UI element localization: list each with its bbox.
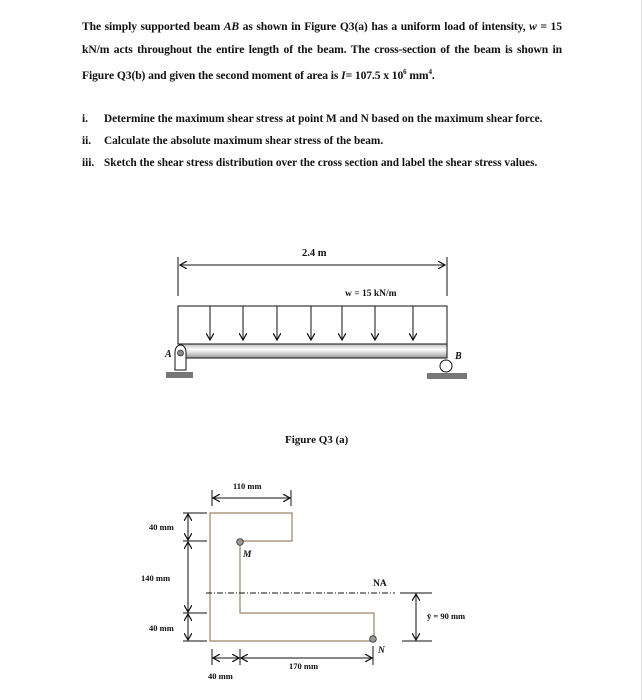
text: and given the second moment of area is	[148, 68, 339, 82]
distributed-load	[178, 306, 447, 344]
task-number: i.	[82, 113, 88, 125]
point-n-label: N	[378, 646, 385, 656]
figure-a-beam	[164, 248, 467, 446]
section-outline	[210, 513, 374, 641]
beam-label: AB	[223, 20, 240, 33]
figure-b-reference: Figure Q3(b)	[82, 68, 146, 82]
exponent: 4	[428, 68, 432, 76]
figure-a-reference: Figure Q3(a)	[304, 20, 368, 33]
bottom-flange-label: 40 mm	[149, 623, 174, 633]
exponent: 6	[403, 68, 407, 76]
w-symbol: w	[529, 20, 537, 33]
web-width-label: 40 mm	[208, 671, 233, 681]
text: .	[431, 68, 435, 82]
roller-support-b	[440, 360, 452, 372]
figure-b-cross-section	[141, 481, 465, 681]
task-number: iii.	[82, 157, 95, 169]
text: as shown in	[242, 20, 301, 33]
text: = 107.5 x 10	[345, 68, 404, 82]
bottom-width-label: 170 mm	[289, 661, 319, 671]
task-text: Determine the maximum shear stress at point M and N based on the maximum shear force.	[104, 113, 543, 125]
top-width-label: 110 mm	[233, 481, 262, 491]
ground-b	[427, 373, 467, 379]
task-text: Sketch the shear stress distribution over the cross section and label the shear stress values.	[104, 157, 538, 169]
support-a-label: A	[165, 349, 172, 360]
span-label: 2.4 m	[302, 248, 327, 259]
i-symbol: I	[341, 68, 346, 82]
na-label: NA	[373, 579, 387, 589]
point-m	[237, 539, 244, 546]
ground-a	[166, 372, 193, 378]
pin-support-a	[175, 345, 186, 370]
task-text: Calculate the absolute maximum shear stress of the beam.	[104, 135, 384, 147]
beam	[180, 344, 447, 358]
load-arrows	[210, 306, 413, 340]
text: mm	[409, 68, 429, 82]
text: = 15 kN/m acts throughout the entire length of the beam. The cross-section of the beam is shown in	[82, 20, 562, 56]
text: The simply supported beam	[82, 20, 221, 33]
point-m-label: M	[243, 550, 252, 560]
ybar-label: ȳ = 90 mm	[427, 611, 466, 621]
task-number: ii.	[82, 135, 92, 147]
load-label: w = 15 kN/m	[345, 289, 397, 299]
support-b-label: B	[455, 351, 462, 362]
text: has a uniform load of intensity,	[371, 20, 526, 33]
web-height-label: 140 mm	[141, 573, 171, 583]
top-flange-label: 40 mm	[149, 522, 174, 532]
figure-a-caption: Figure Q3 (a)	[285, 434, 349, 446]
point-n	[370, 636, 377, 643]
